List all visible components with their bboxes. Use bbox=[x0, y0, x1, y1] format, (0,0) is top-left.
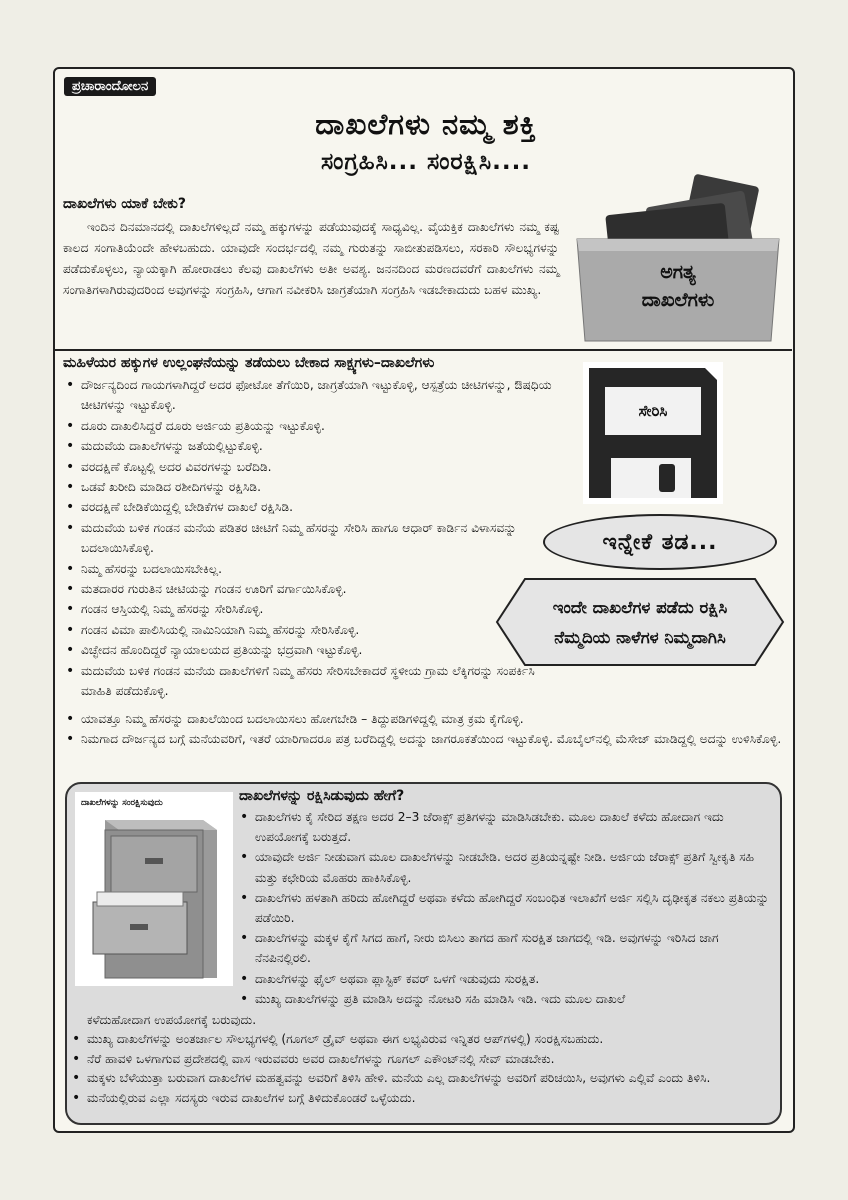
list-item: • ಒಡವೆ ಖರೀದಿ ಮಾಡಿದ ರಶೀದಿಗಳನ್ನು ರಕ್ಷಿಸಿಡಿ. bbox=[61, 477, 561, 497]
list-item: • ಮಕ್ಕಳು ಬೆಳೆಯುತ್ತಾ ಬರುವಾಗ ದಾಖಲೆಗಳ ಮಹತ್ವವನ್ನು ಅವರಿಗೆ ತಿಳಿಸಿ ಹೇಳಿ. ಮನೆಯ ಎಲ್ಲ ದಾಖಲೆಗಳನ್ನು ಅವರಿಗೆ ಪರಿಚಯಿಸಿ, ಅವುಗಳು ಎಲ್ಲಿವೆ ಎಂದು ತಿಳಿಸಿ. bbox=[67, 1069, 779, 1089]
list-item: • ಯಾವತ್ತೂ ನಿಮ್ಮ ಹೆಸರನ್ನು ದಾಖಲೆಯಿಂದ ಬದಲಾಯಿಸಲು ಹೋಗಬೇಡಿ – ತಿದ್ದುಪಡಿಗಳಿದ್ದಲ್ಲಿ ಮಾತ್ರ ಕ್ರಮ ಕೈಗೊಳ್ಳಿ. bbox=[61, 709, 789, 729]
list-item: • ಗಂಡನ ವಿಮಾ ಪಾಲಿಸಿಯಲ್ಲಿ ನಾಮಿನಿಯಾಗಿ ನಿಮ್ಮ ಹೆಸರನ್ನು ಸೇರಿಸಿಕೊಳ್ಳಿ. bbox=[61, 620, 561, 640]
list-item: • ನೆರೆ ಹಾವಳಿ ಒಳಗಾಗುವ ಪ್ರದೇಶದಲ್ಲಿ ವಾಸ ಇರುವವರು ಅವರ ದಾಖಲೆಗಳನ್ನು ಗೂಗಲ್ ಎಕೌಂಟ್‌ನಲ್ಲಿ ಸೇವ್ ಮಾಡಬೇಕು. bbox=[67, 1050, 779, 1070]
poster-frame bbox=[53, 67, 795, 1133]
campaign-tag: ಪ್ರಚಾರಾಂದೋಲನ bbox=[64, 77, 156, 96]
list-item: • ದಾಖಲೆಗಳು ಹಳತಾಗಿ ಹರಿದು ಹೋಗಿದ್ದರೆ ಅಥವಾ ಕಳೆದು ಹೋಗಿದ್ದರೆ ಸಂಬಂಧಿತ ಇಲಾಖೆಗೆ ಅರ್ಜಿ ಸಲ್ಲಿಸಿ ದೃಢೀಕೃತ ನಕಲು ಪ್ರತಿಯನ್ನು ಪಡೆಯಿರಿ. bbox=[235, 888, 775, 928]
list-item: • ಮುಖ್ಯ ದಾಖಲೆಗಳನ್ನು ಅಂತರ್ಜಾಲ ಸೌಲಭ್ಯಗಳಲ್ಲಿ (ಗೂಗಲ್ ಡ್ರೈವ್ ಅಥವಾ ಈಗ ಲಭ್ಯವಿರುವ ಇನ್ನಿತರ ಆಪ್‌ಗಳಲ್ಲಿ) ಸಂರಕ್ಷಿಸಬಹುದು. bbox=[67, 1030, 779, 1050]
evidence-list-wide bbox=[61, 709, 789, 750]
list-item: • ಮನೆಯಲ್ಲಿರುವ ಎಲ್ಲಾ ಸದಸ್ಯರು ಇರುವ ದಾಖಲೆಗಳ ಬಗ್ಗೆ ತಿಳಿದುಕೊಂಡರೆ ಒಳ್ಳೆಯದು. bbox=[67, 1089, 779, 1109]
save-illustration bbox=[583, 362, 723, 504]
section1-body: ಇಂದಿನ ದಿನಮಾನದಲ್ಲಿ ದಾಖಲೆಗಳಿಲ್ಲದೆ ನಮ್ಮ ಹಕ್ಕುಗಳನ್ನು ಪಡೆಯುವುದಕ್ಕೆ ಸಾಧ್ಯವಿಲ್ಲ. ವೈಯಕ್ತಿಕ ದಾಖಲೆಗಳು ನಮ್ಮ ಕಷ್ಟ ಕಾಲದ ಸಂಗಾತಿಯೆಂದೇ ಹೇಳಬಹುದು. ಯಾವುದೇ ಸಂದರ್ಭದಲ್ಲಿ ನಮ್ಮ ಗುರುತನ್ನು ಸಾಬೀತುಪಡಿಸಲು, ಸರಕಾರಿ ಸೌಲಭ್ಯಗಳನ್ನು ಪಡೆದುಕೊಳ್ಳಲು, ನ್ಯಾಯಕ್ಕಾಗಿ ಹೋರಾಡಲು ಕೆಲವು ದಾಖಲೆಗಳು ಅತೀ ಅವಶ್ಯ. ಜನನದಿಂದ ಮರಣದವರೆಗೆ ದಾಖಲೆಗಳು ನಮ್ಮ ಸಂಗಾತಿಗಳಾಗಿರುವುದರಿಂದ ಅವುಗಳನ್ನು ಸಂಗ್ರಹಿಸಿ, ಆಗಾಗ ನವೀಕರಿಸಿ ಜಾಗ್ರತೆಯಾಗಿ ಸಂಗ್ರಹಿಸಿ ಇಡಬೇಕಾದುದು ಬಹಳ ಮುಖ್ಯ. bbox=[63, 220, 559, 297]
evidence-list bbox=[61, 375, 561, 702]
page-subtitle: ಸಂಗ್ರಹಿಸಿ... ಸಂರಕ್ಷಿಸಿ.... bbox=[320, 149, 532, 175]
folder-icon bbox=[567, 169, 789, 349]
list-item: • ಗಂಡನ ಆಸ್ತಿಯಲ್ಲಿ ನಿಮ್ಮ ಹೆಸರನ್ನು ಸೇರಿಸಿಕೊಳ್ಳಿ. bbox=[61, 599, 561, 619]
list-item: • ವರದಕ್ಷಿಣೆ ಬೇಡಿಕೆಯಿದ್ದಲ್ಲಿ ಬೇಡಿಕೆಗಳ ದಾಖಲೆ ರಕ್ಷಿಸಿಡಿ. bbox=[61, 497, 561, 517]
protection-list-wide bbox=[67, 1030, 779, 1108]
list-item: • ನಿಮಗಾದ ದೌರ್ಜನ್ಯದ ಬಗ್ಗೆ ಮನೆಯವರಿಗೆ, ಇತರೆ ಯಾರಿಗಾದರೂ ಪತ್ರ ಬರೆದಿದ್ದಲ್ಲಿ ಅದನ್ನು ಜಾಗರೂಕತೆಯಿಂದ ಇಟ್ಟುಕೊಳ್ಳಿ. ಮೊಬೈಲ್‌ನಲ್ಲಿ ಮೆಸೇಜ್ ಮಾಡಿದ್ದಲ್ಲಿ ಅದನ್ನು ಉಳಿಸಿಕೊಳ್ಳಿ. bbox=[61, 729, 789, 749]
list-item: • ದೌರ್ಜನ್ಯದಿಂದ ಗಾಯಗಳಾಗಿದ್ದರೆ ಅದರ ಫೋಟೋ ತೆಗೆಯಿರಿ, ಜಾಗ್ರತೆಯಾಗಿ ಇಟ್ಟುಕೊಳ್ಳಿ, ಆಸ್ಪತ್ರೆಯ ಚೀಟಿಗಳನ್ನು, ಔಷಧಿಯ ಚೀಟಿಗಳನ್ನು ಇಟ್ಟುಕೊಳ್ಳಿ. bbox=[61, 375, 561, 416]
protection-list bbox=[235, 807, 775, 1009]
cabinet-caption: ದಾಖಲೆಗಳನ್ನು ಸಂರಕ್ಷಿಸುವುದು bbox=[81, 798, 163, 808]
continuation-text: ಕಳೆದುಹೋದಾಗ ಉಪಯೋಗಕ್ಕೆ ಬರುವುದು. bbox=[87, 1013, 257, 1027]
list-item: • ವರದಕ್ಷಿಣೆ ಕೊಟ್ಟಲ್ಲಿ ಅದರ ವಿವರಗಳನ್ನು ಬರೆದಿಡಿ. bbox=[61, 457, 561, 477]
section2-heading: ಮಹಿಳೆಯರ ಹಕ್ಕುಗಳ ಉಲ್ಲಂಘನೆಯನ್ನು ತಡೆಯಲು ಬೇಕಾದ ಸಾಕ್ಷ್ಯಗಳು–ದಾಖಲೆಗಳು bbox=[63, 355, 435, 371]
slogan-line-1: ಇಂದೇ ದಾಖಲೆಗಳ ಪಡೆದು ರಕ್ಷಿಸಿ bbox=[552, 598, 728, 617]
slogan-line-2: ನೆಮ್ಮದಿಯ ನಾಳೆಗಳ ನಿಮ್ಮದಾಗಿಸಿ bbox=[554, 628, 726, 647]
list-item: • ದಾಖಲೆಗಳನ್ನು ಫೈಲ್ ಅಥವಾ ಪ್ಲಾಸ್ಟಿಕ್ ಕವರ್ ಒಳಗೆ ಇಡುವುದು ಸುರಕ್ಷಿತ. bbox=[235, 969, 775, 989]
list-item: • ದಾಖಲೆಗಳು ಕೈ ಸೇರಿದ ತಕ್ಷಣ ಅದರ 2–3 ಜೆರಾಕ್ಸ್ ಪ್ರತಿಗಳನ್ನು ಮಾಡಿಸಿಡಬೇಕು. ಮೂಲ ದಾಖಲೆ ಕಳೆದು ಹೋದಾಗ ಇದು ಉಪಯೋಗಕ್ಕೆ ಬರುತ್ತದೆ. bbox=[235, 807, 775, 847]
list-item: • ವಿಚ್ಛೇದನ ಹೊಂದಿದ್ದರೆ ನ್ಯಾಯಾಲಯದ ಪ್ರತಿಯನ್ನು ಭದ್ರವಾಗಿ ಇಟ್ಟುಕೊಳ್ಳಿ. bbox=[61, 640, 561, 660]
why-wait-bubble: ಇನ್ನೇಕೆ ತಡ... bbox=[543, 514, 777, 570]
page-title: ದಾಖಲೆಗಳು ನಮ್ಮ ಶಕ್ತಿ bbox=[315, 107, 537, 141]
list-item: • ದೂರು ದಾಖಲಿಸಿದ್ದರೆ ದೂರು ಅರ್ಜಿಯ ಪ್ರತಿಯನ್ನು ಇಟ್ಟುಕೊಳ್ಳಿ. bbox=[61, 416, 561, 436]
section3-heading: ದಾಖಲೆಗಳನ್ನು ರಕ್ಷಿಸಿಡುವುದು ಹೇಗೆ? bbox=[239, 788, 405, 804]
list-item: • ಮದುವೆಯ ಬಳಿಕ ಗಂಡನ ಮನೆಯ ಪಡಿತರ ಚೀಟಿಗೆ ನಿಮ್ಮ ಹೆಸರನ್ನು ಸೇರಿಸಿ ಹಾಗೂ ಆಧಾರ್ ಕಾರ್ಡಿನ ವಿಳಾಸವನ್ನು ಬದಲಾಯಿಸಿಕೊಳ್ಳಿ. bbox=[61, 518, 561, 559]
list-item: • ಯಾವುದೇ ಅರ್ಜಿ ನೀಡುವಾಗ ಮೂಲ ದಾಖಲೆಗಳನ್ನು ನೀಡಬೇಡಿ. ಅದರ ಪ್ರತಿಯನ್ನಷ್ಟೇ ನೀಡಿ. ಅರ್ಜಿಯ ಜೆರಾಕ್ಸ್ ಪ್ರತಿಗೆ ಸ್ವೀಕೃತಿ ಸಹಿ ಮತ್ತು ಕಛೇರಿಯ ಮೊಹರು ಹಾಕಿಸಿಕೊಳ್ಳಿ. bbox=[235, 847, 775, 887]
list-item: • ನಿಮ್ಮ ಹೆಸರನ್ನು ಬದಲಾಯಿಸಬೇಕಿಲ್ಲ. bbox=[61, 559, 561, 579]
folder-illustration bbox=[567, 169, 789, 349]
filing-cabinet-icon bbox=[75, 792, 233, 986]
list-item: • ಮತದಾರರ ಗುರುತಿನ ಚೀಟಿಯನ್ನು ಗಂಡನ ಊರಿಗೆ ವರ್ಗಾಯಿಸಿಕೊಳ್ಳಿ. bbox=[61, 579, 561, 599]
list-item: • ಮದುವೆಯ ದಾಖಲೆಗಳನ್ನು ಜತೆಯಲ್ಲಿಟ್ಟುಕೊಳ್ಳಿ. bbox=[61, 436, 561, 456]
cabinet-illustration bbox=[75, 792, 233, 986]
protection-box bbox=[65, 782, 782, 1125]
section1-heading: ದಾಖಲೆಗಳು ಯಾಕೆ ಬೇಕು? bbox=[63, 196, 187, 212]
folder-label-2: ದಾಖಲೆಗಳು bbox=[641, 289, 715, 311]
section-divider bbox=[55, 349, 792, 351]
list-item: • ಮದುವೆಯ ಬಳಿಕ ಗಂಡನ ಮನೆಯ ದಾಖಲೆಗಳಿಗೆ ನಿಮ್ಮ ಹೆಸರು ಸೇರಿಸಬೇಕಾದರೆ ಸ್ಥಳೀಯ ಗ್ರಾಮ ಲೆಕ್ಕಿಗರನ್ನು ಸಂಪರ್ಕಿಸಿ ಮಾಹಿತಿ ಪಡೆದುಕೊಳ್ಳಿ. bbox=[61, 661, 561, 702]
list-item: • ಮುಖ್ಯ ದಾಖಲೆಗಳನ್ನು ಪ್ರತಿ ಮಾಡಿಸಿ ಅದನ್ನು ನೋಟರಿ ಸಹಿ ಮಾಡಿಸಿ ಇಡಿ. ಇದು ಮೂಲ ದಾಖಲೆ bbox=[235, 989, 775, 1009]
save-label: ಸೇರಿಸಿ bbox=[605, 387, 701, 435]
folder-label-1: ಅಗತ್ಯ bbox=[660, 261, 696, 283]
list-item: • ದಾಖಲೆಗಳನ್ನು ಮಕ್ಕಳ ಕೈಗೆ ಸಿಗದ ಹಾಗೆ, ನೀರು ಬಿಸಿಲು ತಾಗದ ಹಾಗೆ ಸುರಕ್ಷಿತ ಜಾಗದಲ್ಲಿ ಇಡಿ. ಅವುಗಳನ್ನು ಇರಿಸಿದ ಜಾಗ ನೆನಪಿನಲ್ಲಿರಲಿ. bbox=[235, 928, 775, 968]
